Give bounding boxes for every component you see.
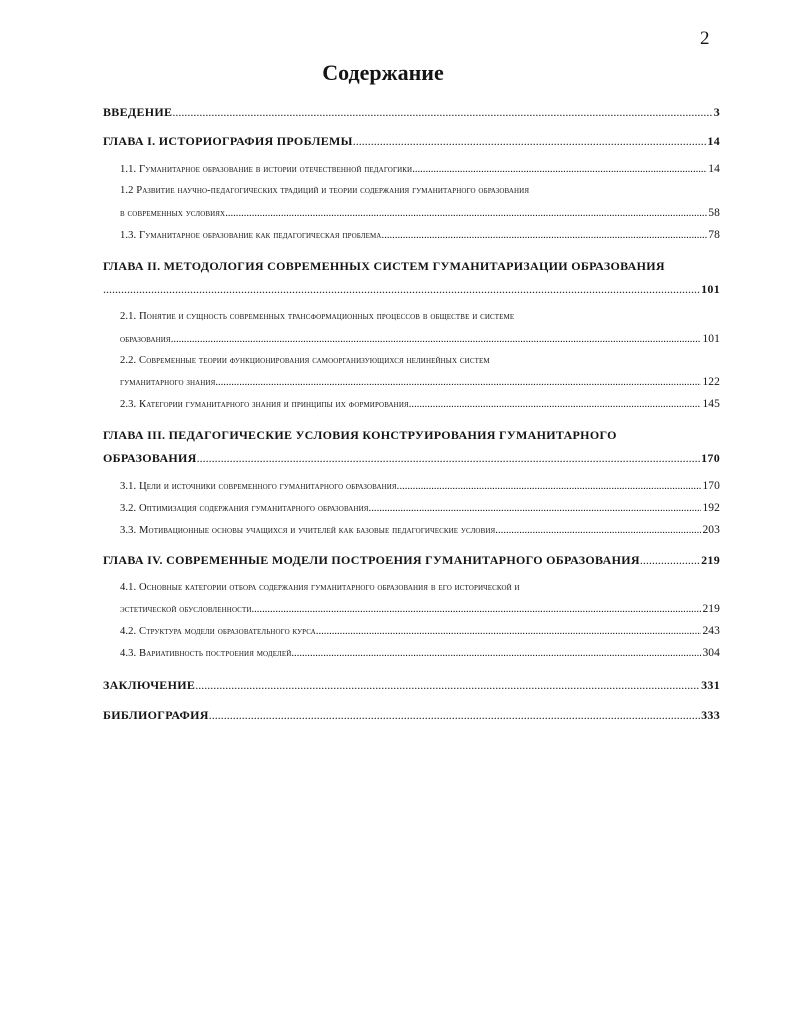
toc-leader-dots <box>197 451 700 466</box>
toc-entry-section-4-2[interactable] <box>120 625 720 637</box>
toc-entry-chapter-1[interactable] <box>103 134 720 149</box>
toc-entry-title-continued: в современных условиях <box>120 208 226 219</box>
toc-entry-title: 2.2. Современные теории функционирования самоорганизующихся нелинейных систем <box>120 355 490 366</box>
toc-entry-page: 14 <box>708 163 720 175</box>
toc-entry-page: 14 <box>707 134 720 148</box>
toc-entry-title: 3.1. Цели и источники современного гуманитарного образования. <box>120 481 400 492</box>
toc-entry-section-1-2-line1[interactable] <box>120 185 720 196</box>
toc-entry-title: 4.2. Структура модели образовательного курса <box>120 626 316 637</box>
toc-leader-dots <box>412 164 707 175</box>
toc-leader-dots <box>399 481 701 492</box>
toc-entry-page: 243 <box>702 625 720 637</box>
toc-entry-page: 331 <box>701 678 720 692</box>
toc-entry-title: ГЛАВА I. ИСТОРИОГРАФИЯ ПРОБЛЕМЫ <box>103 134 353 148</box>
toc-entry-page: 203 <box>702 524 720 536</box>
toc-entry-title: 4.1. Основные категории отбора содержания гуманитарного образования в его исторической и <box>120 582 520 593</box>
toc-leader-dots <box>409 399 702 410</box>
toc-entry-title: 4.3. Вариативность построения моделей <box>120 648 292 659</box>
toc-entry-title: ВВЕДЕНИЕ <box>103 105 173 119</box>
toc-entry-bibliography[interactable] <box>103 708 720 723</box>
toc-leader-dots <box>371 503 701 514</box>
toc-entry-page: 170 <box>702 480 720 492</box>
toc-entry-section-2-2[interactable] <box>120 376 720 388</box>
toc-leader-dots <box>215 377 701 388</box>
toc-leader-dots <box>291 648 701 659</box>
toc-entry-section-2-1-line1[interactable] <box>120 311 720 322</box>
toc-entry-page: 219 <box>701 553 720 567</box>
toc-entry-title: 3.3. Мотивационные основы учащихся и учителей как базовые педагогические условия. <box>120 525 499 536</box>
toc-entry-chapter-4[interactable] <box>103 553 720 568</box>
toc-entry-chapter-3-line1[interactable] <box>103 428 720 443</box>
toc-entry-title-continued: образования <box>120 334 171 345</box>
toc-entry-chapter-3[interactable] <box>103 451 720 466</box>
toc-entry-section-4-3[interactable] <box>120 647 720 659</box>
toc-entry-title: 2.3. Категории гуманитарного знания и принципы их формирования <box>120 399 409 410</box>
toc-leader-dots <box>225 208 707 219</box>
toc-entry-section-1-3[interactable] <box>120 229 720 241</box>
toc-entry-title: 1.2 Развитие научно-педагогических традиций и теории содержания гуманитарного образования <box>120 185 530 196</box>
toc-entry-page: 192 <box>702 502 720 514</box>
toc-entry-title: ГЛАВА II. МЕТОДОЛОГИЯ СОВРЕМЕННЫХ СИСТЕМ ГУМАНИТАРИЗАЦИИ ОБРАЗОВАНИЯ <box>103 259 665 273</box>
toc-entry-section-2-2-line1[interactable] <box>120 355 720 366</box>
toc-entry-title-continued: эстетической обусловленности <box>120 604 252 615</box>
page-number: 2 <box>700 28 710 49</box>
toc-entry-page: 333 <box>701 708 720 722</box>
toc-entry-section-3-2[interactable] <box>120 502 720 514</box>
toc-entry-page: 122 <box>702 376 720 388</box>
toc-leader-dots <box>384 230 707 241</box>
toc-entry-title: 1.1. Гуманитарное образование в истории отечественной педагогики <box>120 164 413 175</box>
toc-entry-section-1-2[interactable] <box>120 207 720 219</box>
toc-entry-page: 78 <box>708 229 720 241</box>
toc-leader-dots <box>172 105 712 120</box>
toc-entry-title: 2.1. Понятие и сущность современных трансформационных процессов в обществе и системе <box>120 311 515 322</box>
toc-entry-page: 170 <box>701 451 720 465</box>
toc-leader-dots <box>251 604 701 615</box>
toc-leader-dots <box>195 678 700 693</box>
toc-entry-title: БИБЛИОГРАФИЯ <box>103 708 209 722</box>
toc-entry-title: ЗАКЛЮЧЕНИЕ <box>103 678 196 692</box>
toc-entry-section-1-1[interactable] <box>120 163 720 175</box>
toc-entry-title: ГЛАВА III. ПЕДАГОГИЧЕСКИЕ УСЛОВИЯ КОНСТРУИРОВАНИЯ ГУМАНИТАРНОГО <box>103 428 617 442</box>
toc-entry-page: 101 <box>702 333 720 345</box>
toc-leader-dots <box>498 525 701 536</box>
toc-leader-dots <box>209 708 700 723</box>
toc-leader-dots <box>353 134 707 149</box>
toc-entry-section-4-1[interactable] <box>120 603 720 615</box>
toc-entry-page: 58 <box>708 207 720 219</box>
toc-entry-title: 1.3. Гуманитарное образование как педагогическая проблема. <box>120 230 385 241</box>
toc-entry-chapter-2[interactable] <box>103 282 720 297</box>
toc-entry-chapter-2-line1[interactable] <box>103 259 720 274</box>
toc-entry-section-2-1[interactable] <box>120 333 720 345</box>
toc-entry-title-continued: ОБРАЗОВАНИЯ <box>103 451 197 465</box>
toc-entry-section-2-3[interactable] <box>120 398 720 410</box>
toc-leader-dots <box>103 282 700 297</box>
toc-entry-page: 145 <box>702 398 720 410</box>
toc-leader-dots <box>316 626 702 637</box>
page-title: Содержание <box>322 60 444 85</box>
toc-leader-dots <box>640 553 700 568</box>
toc-entry-page: 304 <box>702 647 720 659</box>
toc-leader-dots <box>171 334 702 345</box>
toc-entry-introduction[interactable] <box>103 105 720 120</box>
toc-entry-title: ГЛАВА IV. СОВРЕМЕННЫЕ МОДЕЛИ ПОСТРОЕНИЯ ГУМАНИТАРНОГО ОБРАЗОВАНИЯ <box>103 553 640 567</box>
toc-entry-title-continued: гуманитарного знания <box>120 377 216 388</box>
toc-entry-title: 3.2. Оптимизация содержания гуманитарного образования. <box>120 503 372 514</box>
toc-entry-page: 101 <box>701 282 720 296</box>
toc-entry-section-3-1[interactable] <box>120 480 720 492</box>
toc-entry-conclusion[interactable] <box>103 678 720 693</box>
toc-entry-section-4-1-line1[interactable] <box>120 582 720 593</box>
toc-entry-page: 3 <box>713 105 720 119</box>
toc-entry-section-3-3[interactable] <box>120 524 720 536</box>
toc-entry-page: 219 <box>702 603 720 615</box>
